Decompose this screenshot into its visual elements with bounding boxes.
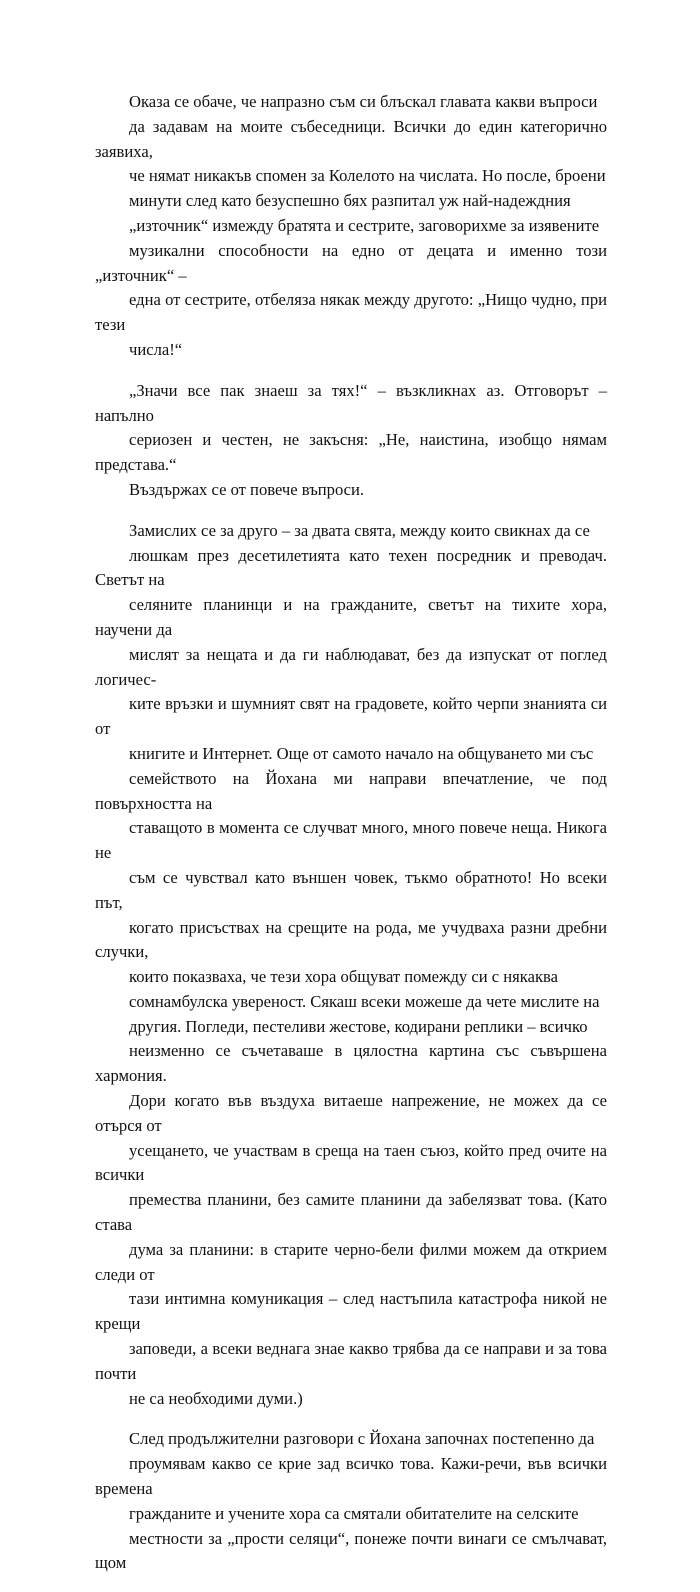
text-line: Замислих се за друго – за двата свята, между които свикнах да се [129,520,590,540]
text-line: премества планини, без самите планини да забелязват това. (Като става [95,1190,607,1235]
text-line: Оказа се обаче, че напразно съм си блъскал главата какви въпроси [129,92,598,111]
text-line: съм се чувствал като външен човек, тъкмо обратното! Но всеки път, [95,867,607,912]
text-line: „Значи все пак знаеш за тях!“ – възкликнах аз. Отговорът – напълно [95,380,607,425]
paragraph-3 [95,519,607,1412]
paragraph-4 [95,1427,607,1576]
text-line: сериозен и честен, не закъсня: „Не, наистина, изобщо нямам представа.“ [95,430,607,475]
text-line: които показваха, че тези хора общуват помежду си с някаква [129,967,559,987]
text-line: една от сестрите, отбеляза някак между другото: „Нищо чудно, при тези [95,290,607,335]
text-line: семейството на Йохана ми направи впечатление, че под повърхността на [95,768,607,813]
paragraph-2 [95,379,607,503]
text-line: да задавам на моите събеседници. Всички до един категорично заявиха, [95,116,607,161]
text-line: книгите и Интернет. Още от самото начало на общуването ми със [129,743,594,763]
text-line: минути след като безуспешно бях разпитал уж най-надеждния [129,191,571,211]
text-line: сомнамбулска увереност. Сякаш всеки можеше да чете мислите на [129,991,600,1011]
text-line: не са необходими думи.) [129,1388,303,1408]
text-line: люшкам през десетилетията като техен посредник и преводач. Светът на [95,545,607,590]
text-line: усещането, че участвам в среща на таен съюз, който пред очите на всички [95,1140,607,1185]
text-line: гражданите и учените хора са смятали обитателите на селските [129,1503,579,1523]
text-line: числа!“ [129,339,183,359]
text-line: местности за „прости селяци“, понеже почти винаги се смълчават, щом [95,1528,607,1573]
body-text [95,90,607,1592]
text-line: когато присъствах на срещите на рода, ме учудваха разни дребни случки, [95,917,607,962]
text-line: Дори когато във въздуха витаеше напрежение, не можех да се отърся от [95,1091,607,1135]
text-line: проумявам какво се крие зад всичко това. Кажи-речи, във всички времена [95,1454,607,1499]
text-line: музикални способности на едно от децата и именно този „източник“ – [95,240,607,285]
text-line: ките връзки и шумният свят на градовете, който черпи знанията си от [95,694,607,739]
text-line: ставащото в момента се случват много, много повече неща. Никога не [95,818,607,863]
text-line: След продължителни разговори с Йохана започнах постепенно да [129,1429,595,1449]
paragraph-1 [95,90,607,363]
text-line: мислят за нещата и да ги наблюдават, без да изпускат от поглед логичес- [95,644,607,689]
text-line: Въздържах се от повече въпроси. [129,479,365,499]
text-line: дума за планини: в старите черно-бели филми можем да открием следи от [95,1239,607,1284]
text-line: заповеди, а всеки веднага знае какво трябва да се направи и за това почти [95,1339,607,1383]
text-line: тази интимна комуникация – след настъпила катастрофа никой не крещи [95,1289,607,1334]
text-line: другия. Погледи, пестеливи жестове, кодирани реплики – всичко [129,1016,588,1036]
text-line: „източник“ измежду братята и сестрите, заговорихме за изявените [129,215,600,235]
text-line: селяните планинци и на гражданите, светът на тихите хора, научени да [95,595,607,639]
text-line: че нямат никакъв спомен за Колелото на числата. Но после, броени [129,166,606,186]
text-line: неизменно се съчетаваше в цялостна картина със съвършена хармония. [95,1041,607,1086]
